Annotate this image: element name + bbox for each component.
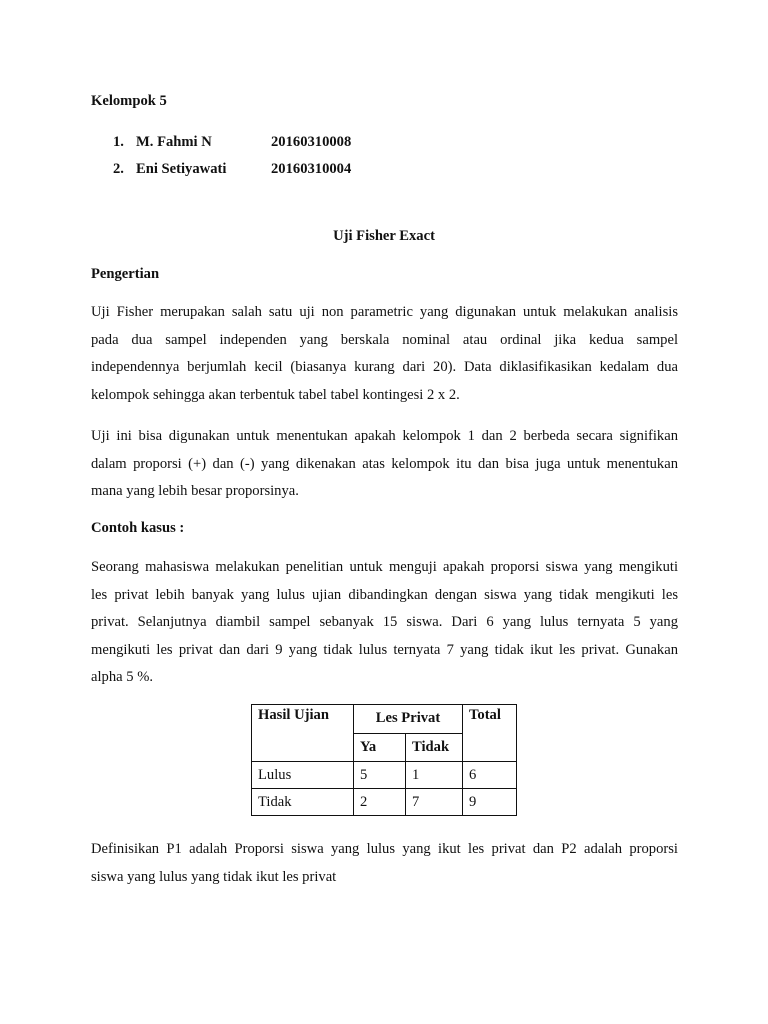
section-heading: Pengertian [91,266,160,282]
contingency-table [251,704,517,816]
paragraph-line: pada dua sampel independen yang berskala nominal atau ordinal jika kedua sampel [91,331,678,348]
cell-tidak: 7 [406,789,463,816]
member-number: 1. [113,134,124,150]
paragraph [91,836,678,891]
section-heading: Contoh kasus : [91,520,185,536]
member-name: M. Fahmi N [136,134,212,150]
cell-total: 6 [463,762,517,789]
paragraph-line: alpha 5 %. [91,669,154,685]
member-number: 2. [113,161,124,177]
paragraph-line: les privat lebih banyak yang lulus ujian dibandingkan dengan siswa yang tidak mengikuti les [91,586,678,603]
member-id: 20160310004 [271,161,352,177]
cell-total: 9 [463,789,517,816]
paragraph-line: Uji Fisher merupakan salah satu uji non parametric yang digunakan untuk melakukan analisis [91,304,678,320]
header-total: Total [463,705,517,762]
cell-ya: 5 [354,762,406,789]
header-les-privat: Les Privat [354,705,463,734]
row-label: Lulus [252,762,354,789]
paragraph [91,299,678,409]
cell-ya: 2 [354,789,406,816]
paragraph-line: Uji ini bisa digunakan untuk menentukan apakah kelompok 1 dan 2 berbeda secara signifikan [91,428,678,444]
paragraph-line: siswa yang lulus yang tidak ikut les privat [91,868,337,885]
group-title: Kelompok 5 [91,93,167,109]
table-row [252,762,517,789]
paragraph-line: independennya berjumlah kecil (biasanya kurang dari 20). Data diklasifikasikan kedalam dua [91,359,678,375]
paragraph-line: Seorang mahasiswa melakukan penelitian untuk menguji apakah proporsi siswa yang mengikuti [91,559,678,575]
paragraph-line: mengikuti les privat dan dari 9 yang tidak lulus ternyata 7 yang tidak ikut les privat. Gunakan [91,641,678,658]
paragraph [91,423,678,506]
member-name: Eni Setiyawati [136,161,227,177]
table-row [252,789,517,816]
cell-tidak: 1 [406,762,463,789]
header-ya: Ya [354,733,406,762]
document-title: Uji Fisher Exact [333,228,435,244]
header-tidak: Tidak [406,733,463,762]
paragraph-line: dalam proporsi (+) dan (-) yang dikenakan atas kelompok itu dan bisa juga untuk menentukan [91,455,678,472]
row-label: Tidak [252,789,354,816]
header-hasil-ujian: Hasil Ujian [252,705,354,762]
paragraph [91,554,678,692]
member-id: 20160310008 [271,134,352,150]
paragraph-line: mana yang lebih besar proporsinya. [91,483,299,499]
paragraph-line: kelompok sehingga akan terbentuk tabel tabel kontingesi 2 x 2. [91,386,460,403]
paragraph-line: privat. Selanjutnya diambil sampel sebanyak 15 siswa. Dari 6 yang lulus ternyata 5 yang [91,614,678,630]
paragraph-line: Definisikan P1 adalah Proporsi siswa yang lulus yang ikut les privat dan P2 adalah proporsi [91,841,678,857]
